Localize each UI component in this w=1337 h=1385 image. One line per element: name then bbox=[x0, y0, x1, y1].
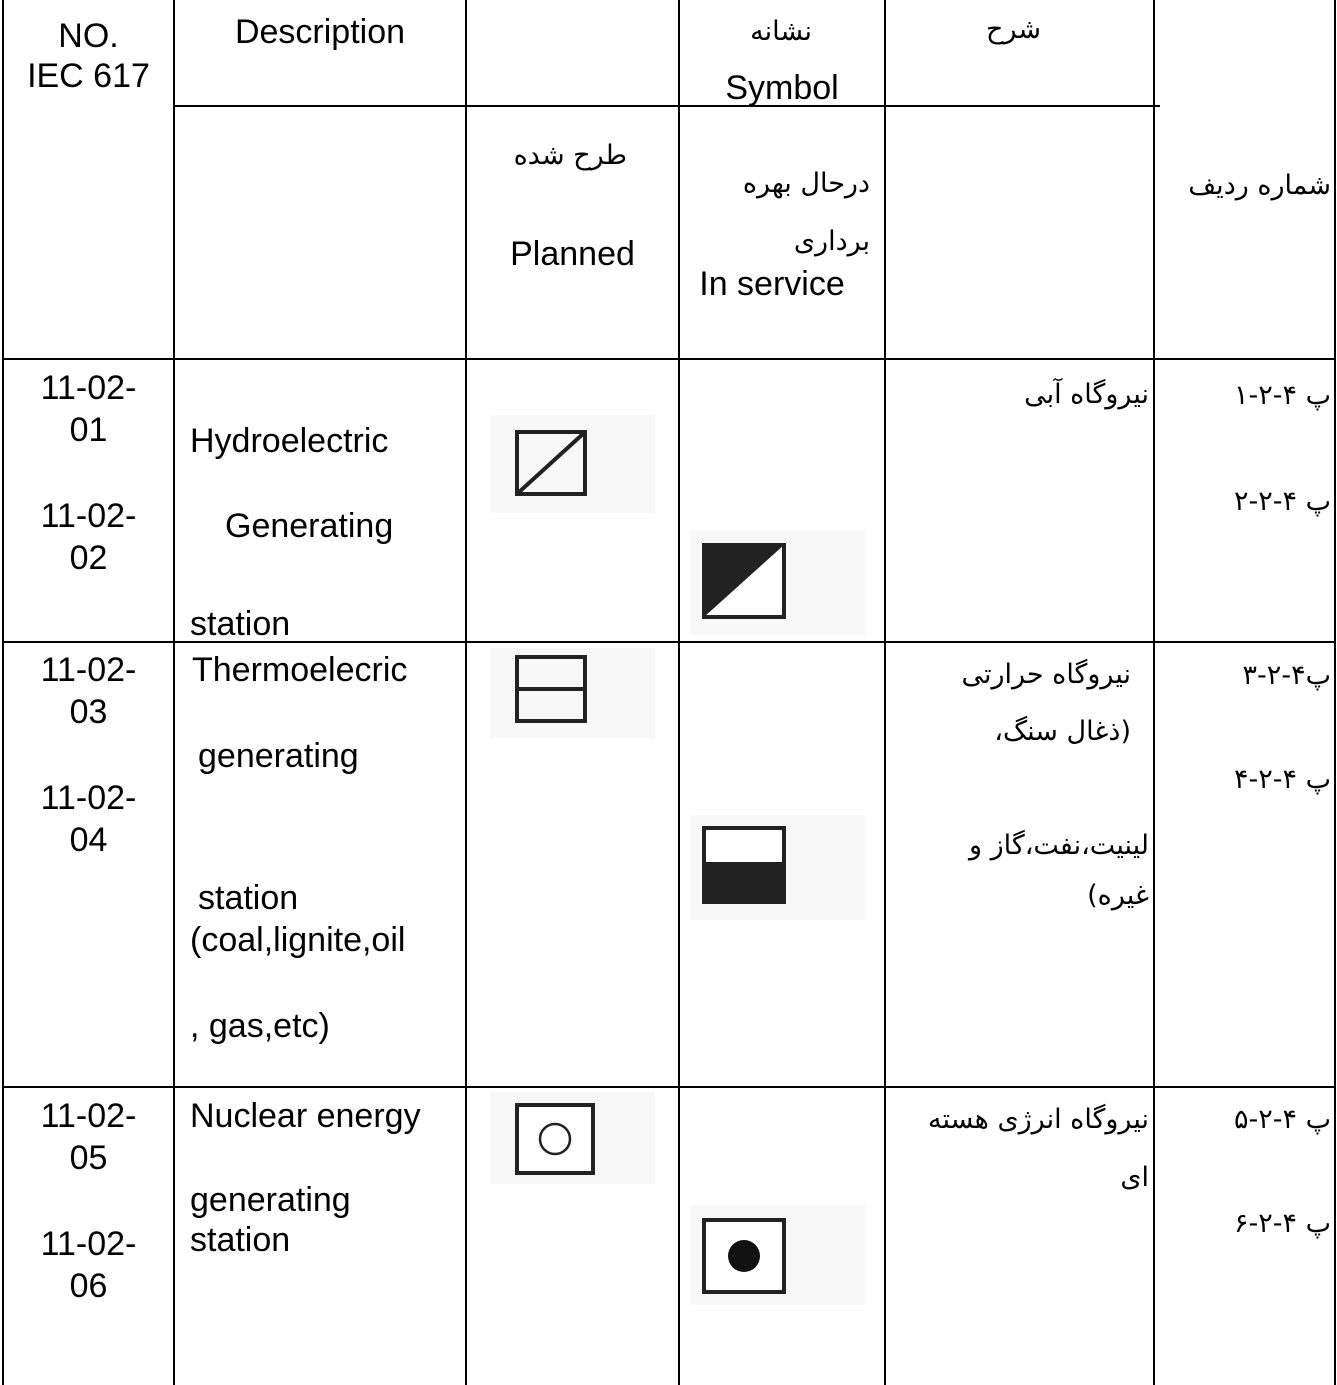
row-description: generating bbox=[190, 1181, 351, 1219]
header-symbol-fa: نشانه bbox=[750, 16, 812, 47]
row-code: 11-02- bbox=[40, 651, 137, 689]
header-row-number: شماره ردیف bbox=[1188, 170, 1331, 201]
column-divider bbox=[465, 0, 467, 1385]
row-code: 02 bbox=[69, 539, 108, 577]
header-in-service-fa: درحال بهره bbox=[742, 168, 870, 199]
row-description: Generating bbox=[225, 507, 394, 545]
row-explanation: غیره) bbox=[1087, 880, 1149, 911]
row-description: (coal,lignite,oil bbox=[190, 921, 406, 959]
header-planned-en: Planned bbox=[510, 235, 635, 273]
row-code: 11-02- bbox=[40, 369, 137, 407]
row-description: Thermoelecric bbox=[192, 651, 408, 689]
row-description: station bbox=[190, 1221, 291, 1259]
row-code: 11-02- bbox=[40, 779, 137, 817]
square-filled-circle-icon bbox=[702, 1218, 786, 1294]
row-divider bbox=[2, 1086, 1336, 1088]
row-explanation: (ذغال سنگ، bbox=[994, 716, 1131, 747]
column-divider bbox=[678, 0, 680, 1385]
square-bottom-half-filled-icon bbox=[702, 826, 786, 904]
header-in-service-en: In service bbox=[699, 265, 845, 303]
header-symbol-en: Symbol bbox=[725, 69, 839, 107]
header-description: Description bbox=[234, 13, 406, 51]
row-code: 11-02- bbox=[40, 1097, 137, 1135]
row-number: پ ۴-۲-۲ bbox=[1233, 486, 1331, 517]
row-description: station bbox=[190, 605, 291, 643]
row-description: Nuclear energy bbox=[190, 1097, 421, 1135]
square-horizontal-line-icon bbox=[515, 655, 587, 723]
header-explanation-fa: شرح bbox=[986, 14, 1041, 45]
row-description: Hydroelectric bbox=[190, 422, 389, 460]
row-code: 03 bbox=[69, 693, 108, 731]
row-description: generating bbox=[198, 737, 359, 775]
row-code: 11-02- bbox=[40, 1225, 137, 1263]
row-explanation: لینیت،نفت،گاز و bbox=[968, 830, 1149, 861]
row-code: 06 bbox=[69, 1267, 108, 1305]
column-divider bbox=[173, 0, 175, 1385]
table-border-right bbox=[1334, 0, 1336, 1385]
row-description: station bbox=[198, 879, 299, 917]
header-iec: IEC 617 bbox=[27, 57, 150, 95]
header-in-service-fa: برداری bbox=[793, 226, 870, 257]
row-explanation: نیروگاه حرارتی bbox=[961, 659, 1131, 690]
row-number: پ ۴-۲-۵ bbox=[1233, 1104, 1331, 1135]
square-circle-icon bbox=[515, 1103, 595, 1175]
row-code: 05 bbox=[69, 1139, 108, 1177]
row-code: 11-02- bbox=[40, 497, 137, 535]
header-partial-rule bbox=[173, 105, 1160, 107]
row-explanation: نیروگاه انرژی هسته bbox=[927, 1104, 1149, 1135]
row-number: پ ۴-۲-۴ bbox=[1233, 764, 1331, 795]
row-explanation: نیروگاه آبی bbox=[1024, 379, 1149, 410]
row-number: پ ۴-۲-۱ bbox=[1233, 380, 1331, 411]
header-no: NO. bbox=[58, 17, 119, 55]
row-code: 01 bbox=[69, 411, 108, 449]
row-description: , gas,etc) bbox=[190, 1007, 330, 1045]
square-diagonal-icon bbox=[515, 430, 587, 496]
row-explanation: ای bbox=[1120, 1162, 1149, 1193]
header-planned-fa: طرح شده bbox=[513, 140, 627, 171]
header-bottom-rule bbox=[2, 358, 1336, 360]
square-diagonal-half-filled-icon bbox=[702, 543, 786, 619]
row-number: پ ۴-۲-۶ bbox=[1233, 1208, 1331, 1239]
row-number: پ۴-۲-۳ bbox=[1242, 660, 1331, 691]
row-code: 04 bbox=[69, 821, 108, 859]
